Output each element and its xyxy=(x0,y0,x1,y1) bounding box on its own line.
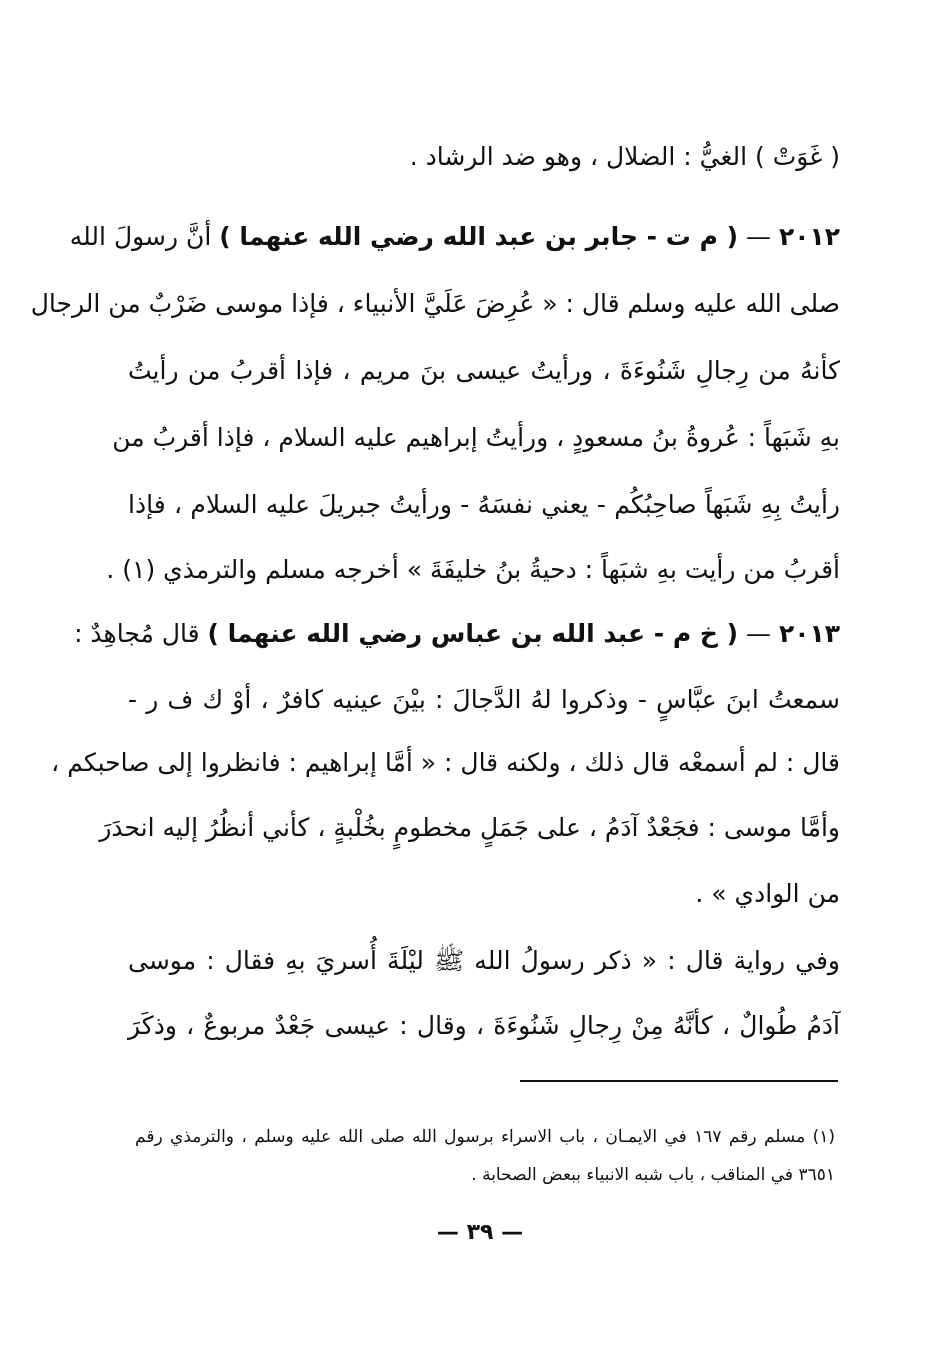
hadith-2012-header-line xyxy=(69,217,840,257)
narrator-attribution: ( خ م - عبد الله بن عباس رضي الله عنهما ) xyxy=(207,619,739,648)
hadith-text-line: سمعتُ ابنَ عبَّاسٍ - وذكروا لهُ الدَّجالَ : بيْنَ عينيه كافرٌ ، أوْ ك ف ر - xyxy=(128,685,840,714)
dash-separator: — xyxy=(746,619,771,648)
footnote-line: (١) مسلم رقم ١٦٧ في الايمـان ، باب الاسراء برسول الله صلى الله عليه وسلم ، والترمذي رقم xyxy=(135,1127,835,1147)
footnote-separator xyxy=(520,1080,838,1082)
hadith-text: قال مُجاهِدٌ : xyxy=(74,619,200,648)
narration-text-line: وفي رواية قال : « ذكر رسولُ الله ﷺ ليْلَةَ أُسريَ بهِ فقال : موسى xyxy=(128,946,840,975)
hadith-number: ٢٠١٢ xyxy=(778,222,840,251)
narration-text-line: آدَمُ طُوالٌ ، كأنَّهُ مِنْ رِجالِ شَنُوءَةَ ، وقال : عيسى جَعْدٌ مربوعٌ ، وذكَرَ xyxy=(128,1011,840,1040)
page-number: — ٣٩ — xyxy=(436,1220,524,1245)
word-explanation-line: ( غَوَتْ ) الغيُّ : الضلال ، وهو ضد الرشاد . xyxy=(409,142,840,171)
hadith-text: أنَّ رسولَ الله xyxy=(69,222,212,251)
footnote-line: ٣٦٥١ في المناقب ، باب شبه الانبياء ببعض الصحابة . xyxy=(471,1165,835,1185)
hadith-text-line: بهِ شَبَهاً : عُروةُ بنُ مسعودٍ ، ورأيتُ إبراهيم عليه السلام ، فإذا أقربُ من xyxy=(112,423,840,452)
hadith-text-line: أقربُ من رأيت بهِ شبَهاً : دحيةُ بنُ خليفَةَ » أخرجه مسلم والترمذي (١) . xyxy=(106,555,840,584)
hadith-text-line: وأمَّا موسى : فجَعْدٌ آدَمُ ، على جَمَلٍ مخطومٍ بخُلْبةٍ ، كأني أنظُرُ إليه انحدَرَ xyxy=(99,813,840,842)
hadith-text-line: رأيتُ بِهِ شَبَهاً صاحِبُكُم - يعني نفسَهُ - ورأيتُ جبريلَ عليه السلام ، فإذا xyxy=(128,490,840,519)
hadith-number: ٢٠١٣ xyxy=(778,619,840,648)
hadith-text-line: من الوادي » . xyxy=(695,879,840,908)
hadith-text-line: قال : لم أسمعْه قال ذلك ، ولكنه قال : « أمَّا إبراهيم : فانظروا إلى صاحبكم ، xyxy=(51,748,840,777)
hadith-text-line: صلى الله عليه وسلم قال : « عُرِضَ عَلَيَّ الأنبياء ، فإذا موسى ضَرْبٌ من الرجال xyxy=(30,289,840,318)
dash-separator: — xyxy=(746,222,771,251)
hadith-text-line: كأنهُ من رِجالِ شَنُوءَةَ ، ورأيتُ عيسى بنَ مريم ، فإذا أقربُ من رأيتُ xyxy=(128,356,840,385)
hadith-2013-header-line xyxy=(74,614,840,654)
narrator-attribution: ( م ت - جابر بن عبد الله رضي الله عنهما ) xyxy=(219,222,739,251)
